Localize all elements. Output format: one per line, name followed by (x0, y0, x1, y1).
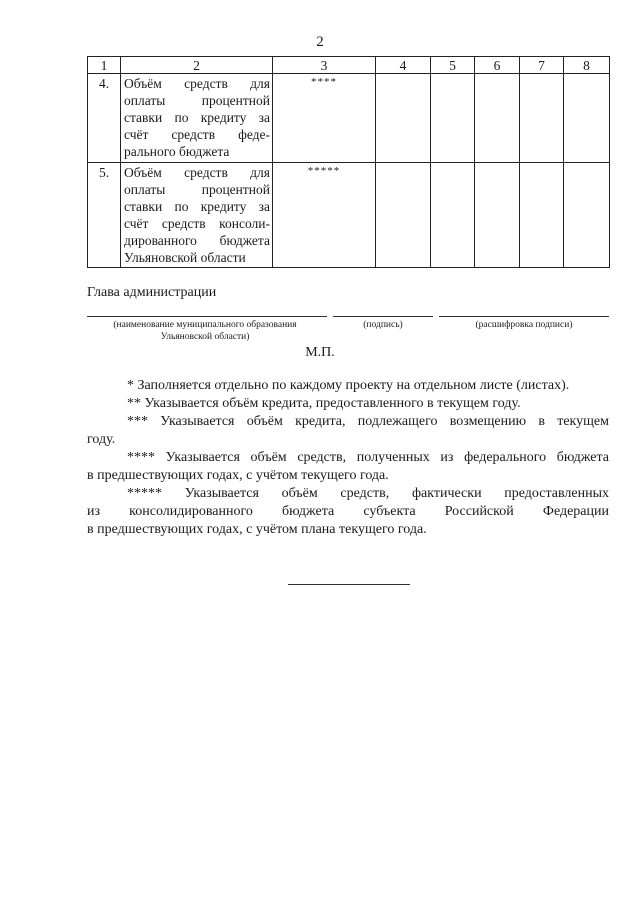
empty-cell (376, 163, 431, 268)
stamp-place: М.П. (305, 345, 335, 360)
header-cell: 4 (376, 57, 431, 74)
org-name-caption (80, 319, 330, 343)
row-number: 4. (88, 74, 121, 163)
signature-caption: (подпись) (363, 320, 403, 330)
signature-decode-line (439, 316, 609, 317)
header-cell: 7 (520, 57, 564, 74)
header-cell: 6 (475, 57, 520, 74)
footnote-line: из консолидированного бюджета субъекта Российской Федерации (87, 504, 609, 519)
footnote-3 (87, 413, 609, 449)
header-cell: 1 (88, 57, 121, 74)
signatory-title: Глава администрации (87, 285, 217, 300)
table-row (88, 74, 610, 163)
data-table (87, 56, 610, 268)
signature-decode-caption: (расшифровка подписи) (475, 320, 573, 330)
row-name-line: оплаты процентной (124, 182, 270, 197)
row-name-line: счёт средств консоли- (124, 216, 270, 231)
signature-line (333, 316, 433, 317)
footnote-line: **** Указывается объём средств, полученных из федерального бюджета (127, 450, 609, 465)
table-row (88, 163, 610, 268)
empty-cell (475, 74, 520, 163)
footnote-4 (87, 449, 609, 485)
footnote-line: году. (87, 432, 116, 447)
footnote-line: в предшествующих годах, с учётом плана текущего года. (87, 522, 427, 537)
row-name-line: оплаты процентной (124, 93, 270, 108)
row-name-line: счёт средств феде- (124, 127, 270, 142)
row-name-line: Объём средств для (124, 76, 270, 91)
empty-cell (520, 74, 564, 163)
empty-cell (431, 163, 475, 268)
org-name-line (87, 316, 327, 317)
org-caption-line: (наименование муниципального образования (113, 320, 297, 330)
footnote-2: ** Указывается объём кредита, предоставленного в текущем году. (127, 396, 521, 411)
footnote-line: *** Указывается объём кредита, подлежащего возмещению в текущем (127, 414, 609, 429)
footnote-5 (87, 485, 609, 539)
row-name (121, 74, 273, 163)
footnote-line: ***** Указывается объём средств, фактически предоставленных (127, 486, 609, 501)
empty-cell (475, 163, 520, 268)
footnote-marker: **** (273, 74, 376, 163)
row-name-line: Объём средств для (124, 165, 270, 180)
footnote-marker: ***** (273, 163, 376, 268)
empty-cell (564, 163, 610, 268)
empty-cell (520, 163, 564, 268)
empty-cell (431, 74, 475, 163)
header-cell: 3 (273, 57, 376, 74)
row-name-line: ставки по кредиту за (124, 199, 270, 214)
end-divider (288, 584, 410, 585)
table-header-row (88, 57, 610, 74)
footnote-1: * Заполняется отдельно по каждому проекту на отдельном листе (листах). (127, 378, 570, 393)
header-cell: 8 (564, 57, 610, 74)
empty-cell (564, 74, 610, 163)
org-caption-line: Ульяновской области) (160, 332, 250, 342)
row-name (121, 163, 273, 268)
row-name-line: рального бюджета (124, 144, 230, 159)
footnotes (87, 377, 609, 539)
row-name-line: дированного бюджета (124, 233, 270, 248)
empty-cell (376, 74, 431, 163)
header-cell: 2 (121, 57, 273, 74)
row-name-line: Ульяновской области (124, 250, 246, 265)
header-cell: 5 (431, 57, 475, 74)
row-name-line: ставки по кредиту за (124, 110, 270, 125)
footnote-line: в предшествующих годах, с учётом текущего года. (87, 468, 389, 483)
row-number: 5. (88, 163, 121, 268)
page-number: 2 (316, 34, 324, 50)
